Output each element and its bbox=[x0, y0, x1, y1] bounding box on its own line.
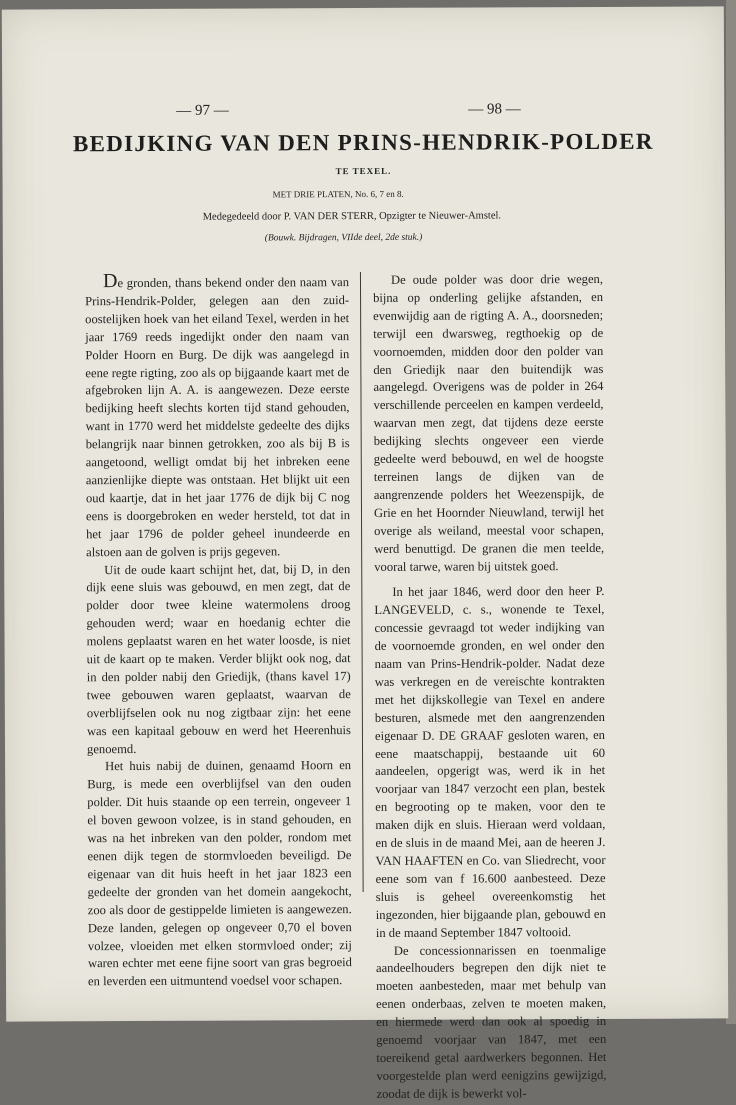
column-divider bbox=[360, 272, 364, 892]
page-numbers bbox=[2, 100, 724, 119]
page-number-right: — 98 — bbox=[468, 101, 521, 118]
paragraph: De concessionnarissen en toenmalige aandeelhouders begrepen den dijk niet te moeten aanbesteden, maar met behulp van eenen onderbaas, zelven te moeten maken, en hiermede werd dan ook al spoedig in genoemd voorjaar van 1847, met een toereikend getal aardwerkers begonnen. Het voorgestelde plan werd eenigzins gewijzigd, zoodat de dijk is bewerkt vol- bbox=[375, 942, 607, 1101]
paragraph: Het huis nabij de duinen, genaamd Hoorn en Burg, is mede een overblijfsel van den ouden polder. Dit huis staande op een terrein, ongeveer 1 el boven gewoon volzee, is in stand gehouden, en was na het inbreken van den polder, rondom met eenen dijk tegen de stormvloeden beveiligd. De eigenaar van dit huis heeft in het jaar 1823 een gedeelte der gronden van het domein aangekocht, zoo als door de gestippelde limieten is aangewezen. Deze landen, gelegen op ongeveer 0,70 el boven volzee, vloeiden met elken stormvloed onder; zij waren echter met eene fijne soort van gras begroeid en leverden een uitmuntend voedsel voor schapen. bbox=[87, 758, 352, 989]
left-column bbox=[85, 272, 352, 991]
paragraph: De oude polder was door drie wegen, bijna op onderling gelijke afstanden, en evenwijdig aan de rigting A. A., doorsneden; terwijl een dwarsweg, regthoekig op de voornoemden, midden door den polder van den Griedijk naar den buitendijk was aangelegd. Overigens was de polder in 264 verschillende perceelen en kampen verdeeld, waarvan men zegt, dat tijdens deze eerste bedijking slechts ongeveer een vierde gedeelte werd bebouwd, en wel de hoogste terreinen langs de dijken van de aangrenzende polders het Weezenspijk, de Grie en het Hoornder Nieuwland, terwijl het overige als weiland, meestal voor schapen, werd benuttigd. De granen die men teelde, vooral tarwe, waren bij uitstek goed. bbox=[373, 271, 605, 574]
author-credit: Medegedeeld door P. VAN DER STERR, Opzigter te Nieuwer-Amstel. bbox=[202, 210, 502, 223]
source-reference: (Bouwk. Bijdragen, VIIde deel, 2de stuk.) bbox=[264, 232, 423, 244]
paragraph: De gronden, thans bekend onder den naam van Prins-Hendrik-Polder, gelegen aan den zuid-oostelijken hoek van het eiland Texel, werden in het jaar 1769 reeds ingedijkt onder den naam van Polder Hoorn en Burg. De dijk was aangelegd in eene regte rigting, zoo als op bijgaande kaart met de afgebroken lijn A. A. is aangewezen. Deze eerste bedijking heeft slechts korten tijd stand gehouden, want in 1770 werd het middelste gedeelte des dijks belangrijk naar binnen getrokken, zoo als bij B is aangetoond, welligt omdat bij het inbreken eene aanzienlijke diepte was ontstaan. Het blijkt uit een oud kaartje, dat in het jaar 1776 de dijk bij C nog eens is doorgebroken en weder hersteld, tot dat in het jaar 1796 de polder geheel inundeerde en alstoen aan de golven is prijs gegeven. bbox=[85, 270, 351, 559]
right-column bbox=[373, 271, 607, 1104]
document-page bbox=[2, 6, 728, 1101]
paragraph: In het jaar 1846, werd door den heer P. LANGEVELD, c. s., wonende te Texel, concessie gevraagd tot weder indijking van de voornoemde gronden, en wel onder den naam van Prins-Hendrik-polder. Nadat deze was verkregen en de vereischte kontrakten met het dijkskollegie van Texel en andere besturen, alsmede met den aangrenzenden eigenaar D. DE GRAAF gesloten waren, en eene maatschappij, bestaande uit 60 aandeelen, opgerigt was, werd ik in het voorjaar van 1847 verzocht een plan, bestek en begrooting op te maken, voor den te maken dijk en sluis. Hieraan werd voldaan, en de sluis in de maand Mei, aan de heeren J. VAN HAAFTEN en Co. van Sliedrecht, voor eene som van f 16.600 aanbesteed. Deze sluis is geheel overeenkomstig het ingezonden, hier bijgaande plan, gebouwd en in de maand September 1847 voltooid. bbox=[374, 584, 606, 940]
plates-note: MET DRIE PLATEN, No. 6, 7 en 8. bbox=[272, 188, 404, 200]
subtitle: TE TEXEL. bbox=[335, 165, 392, 177]
page-number-left: — 97 — bbox=[176, 102, 229, 119]
page-title: BEDIJKING VAN DEN PRINS-HENDRIK-POLDER bbox=[72, 128, 654, 157]
paragraph: Uit de oude kaart schijnt het, dat, bij D, in den dijk eene sluis was gebouwd, en men zegt, dat de polder door twee kleine watermolens droog gehouden werd; waar en hoedanig echter die molens geplaatst waren en het water loosde, is niet uit de kaart op te maken. Verder blijkt ook nog, dat in den polder nabij den Griedijk, (thans kavel 17) twee gebouwen waren geplaatst, waarvan de overblijfselen ook nu nog zigtbaar zijn: het eene was een kapitaal gebouw en werd het Heerenhuis genoemd. bbox=[86, 561, 351, 756]
